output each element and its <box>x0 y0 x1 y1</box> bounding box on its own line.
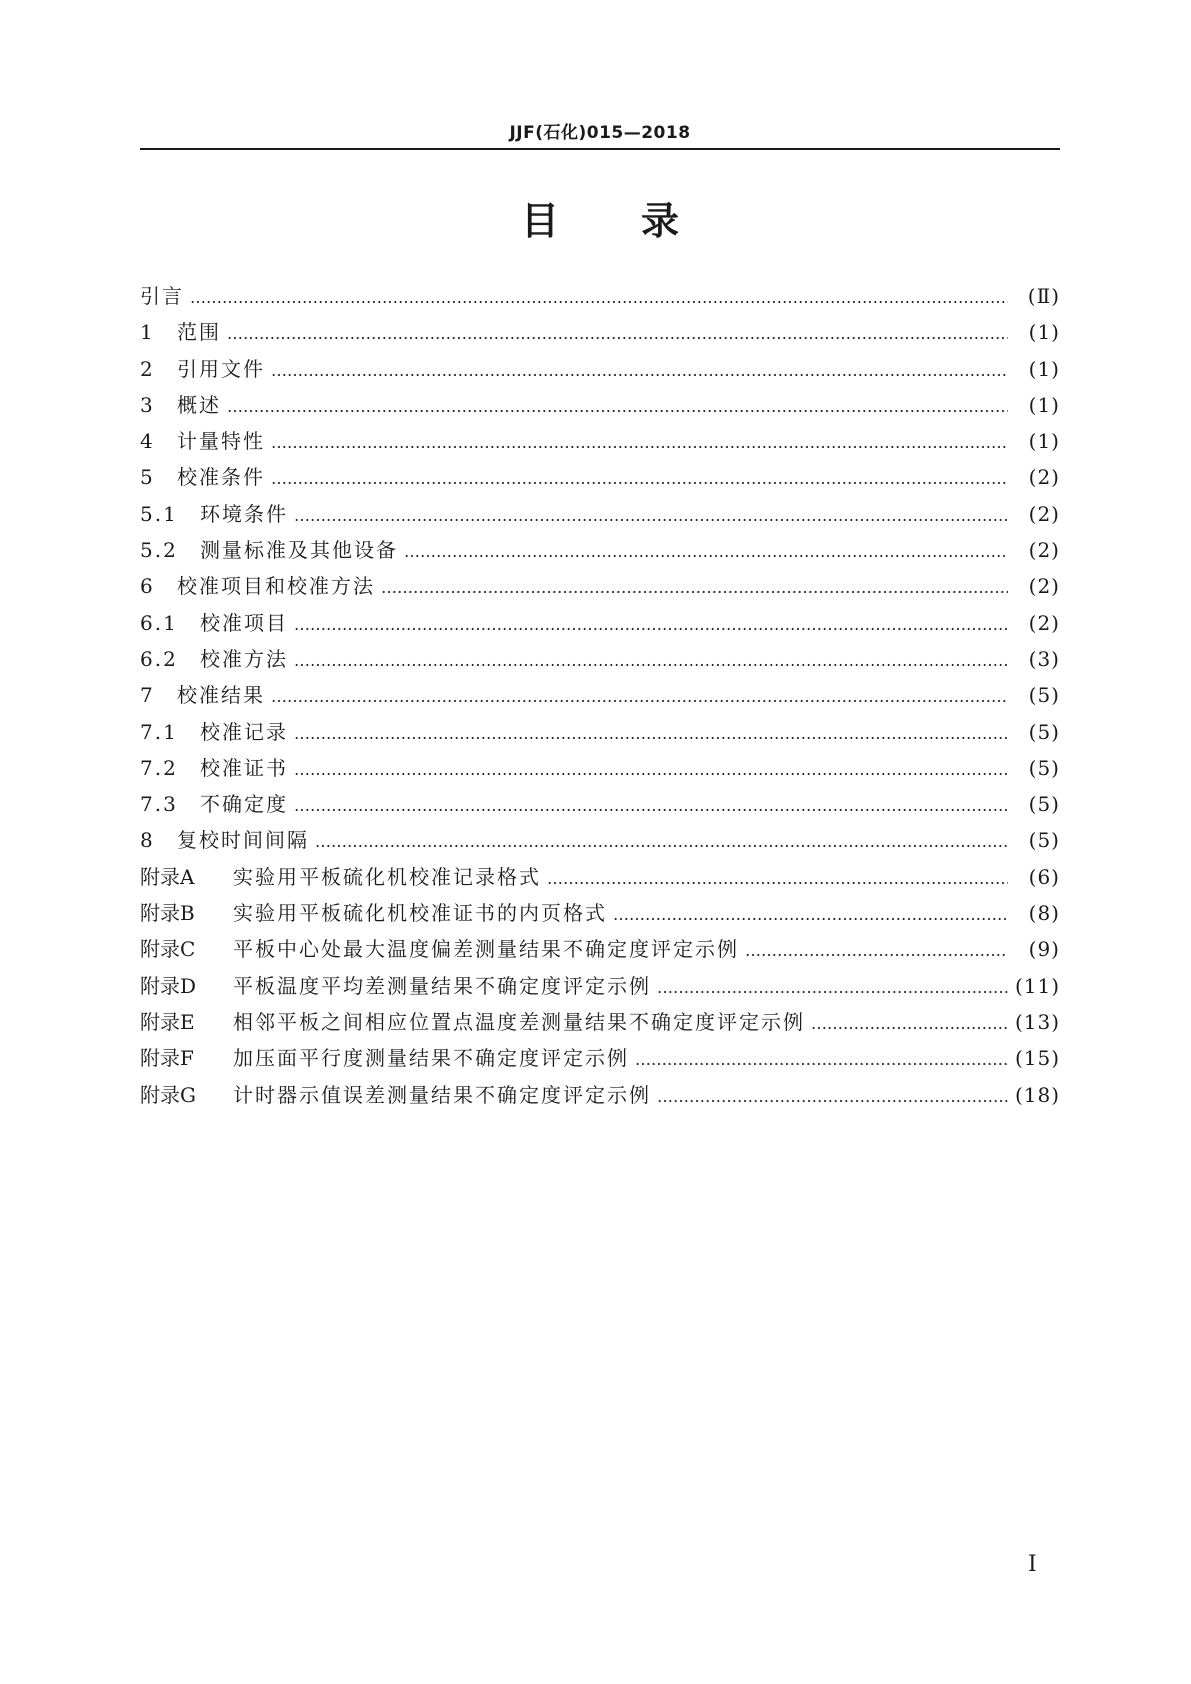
document-code-header: JJF(石化)015—2018 <box>509 123 691 143</box>
toc-entry-number: 6.1 <box>140 610 178 635</box>
header-rule <box>140 148 1060 150</box>
toc-entry[interactable] <box>140 895 1060 931</box>
toc-entry-page: (2) <box>1028 610 1060 635</box>
toc-entry[interactable] <box>140 859 1060 895</box>
toc-leader-dots <box>294 498 1008 532</box>
toc-entry-number: 5 <box>140 465 153 490</box>
toc-entry-number: 附录B <box>140 901 195 926</box>
toc-entry[interactable] <box>140 1004 1060 1040</box>
toc-entry-page: (15) <box>1014 1046 1060 1071</box>
toc-entry-page: (5) <box>1028 828 1060 853</box>
page-folio: Ⅰ <box>1028 1552 1037 1577</box>
toc-entry-page: (2) <box>1028 574 1060 599</box>
toc-entry-number: 1 <box>140 320 153 345</box>
toc-entry[interactable] <box>140 278 1060 314</box>
toc-entry-number: 附录A <box>140 864 195 889</box>
toc-entry-title: 实验用平板硫化机校准证书的内页格式 <box>233 901 607 926</box>
toc-entry-page: (5) <box>1028 755 1060 780</box>
toc-entry-page: (5) <box>1028 792 1060 817</box>
toc-entry[interactable] <box>140 931 1060 967</box>
toc-entry-number: 附录E <box>140 1009 195 1034</box>
toc-entry-page: (6) <box>1028 864 1060 889</box>
toc-leader-dots <box>613 897 1008 931</box>
toc-entry-title: 概述 <box>177 392 221 417</box>
toc-entry[interactable] <box>140 750 1060 786</box>
toc-leader-dots <box>657 1079 1008 1113</box>
toc-leader-dots <box>227 389 1008 423</box>
toc-entry-page: (9) <box>1028 937 1060 962</box>
toc-leader-dots <box>381 570 1008 604</box>
toc-entry-page: (1) <box>1028 356 1060 381</box>
toc-entry-title: 计时器示值误差测量结果不确定度评定示例 <box>233 1082 651 1107</box>
toc-entry-title: 校准结果 <box>177 683 265 708</box>
toc-entry-page: (2) <box>1028 538 1060 563</box>
toc-entry-number: 3 <box>140 392 153 417</box>
toc-entry[interactable] <box>140 714 1060 750</box>
toc-leader-dots <box>657 970 1008 1004</box>
toc-entry-page: (13) <box>1014 1009 1060 1034</box>
toc-entry-page: (Ⅱ) <box>1027 284 1060 308</box>
toc-leader-dots <box>271 425 1008 459</box>
toc-entry[interactable] <box>140 387 1060 423</box>
toc-entry-title: 范围 <box>177 320 221 345</box>
toc-entry[interactable] <box>140 641 1060 677</box>
toc-entry-title: 平板温度平均差测量结果不确定度评定示例 <box>233 973 651 998</box>
toc-entry-title: 环境条件 <box>200 501 288 526</box>
toc-entry[interactable] <box>140 496 1060 532</box>
toc-entry-title: 相邻平板之间相应位置点温度差测量结果不确定度评定示例 <box>233 1009 805 1034</box>
toc-entry-title: 引言 <box>140 284 184 308</box>
toc-entry-title: 测量标准及其他设备 <box>200 538 398 563</box>
toc-entry-number: 8 <box>140 828 153 853</box>
table-of-contents <box>140 278 1060 1113</box>
toc-entry[interactable] <box>140 786 1060 822</box>
toc-entry-page: (11) <box>1014 973 1060 998</box>
toc-leader-dots <box>271 679 1008 713</box>
toc-leader-dots <box>294 643 1008 677</box>
toc-entry-page: (1) <box>1028 392 1060 417</box>
toc-leader-dots <box>404 534 1008 568</box>
toc-entry-number: 2 <box>140 356 153 381</box>
toc-entry-number: 附录F <box>140 1046 194 1071</box>
toc-entry[interactable] <box>140 1040 1060 1076</box>
toc-entry[interactable] <box>140 605 1060 641</box>
toc-entry-page: (1) <box>1028 320 1060 345</box>
toc-entry-number: 附录C <box>140 937 196 962</box>
toc-entry-page: (8) <box>1028 901 1060 926</box>
toc-leader-dots <box>227 316 1008 350</box>
toc-leader-dots <box>294 716 1008 750</box>
toc-entry-page: (2) <box>1028 465 1060 490</box>
toc-entry-title: 校准方法 <box>200 646 288 671</box>
toc-entry[interactable] <box>140 532 1060 568</box>
toc-entry-number: 7.1 <box>140 719 178 744</box>
toc-entry-page: (1) <box>1028 429 1060 454</box>
toc-entry-title: 校准证书 <box>200 755 288 780</box>
toc-entry[interactable] <box>140 314 1060 350</box>
toc-entry-title: 加压面平行度测量结果不确定度评定示例 <box>233 1046 629 1071</box>
toc-entry-title: 复校时间间隔 <box>177 828 309 853</box>
toc-entry-page: (3) <box>1028 646 1060 671</box>
toc-entry-page: (5) <box>1028 719 1060 744</box>
toc-entry-number: 7.2 <box>140 755 178 780</box>
toc-entry-page: (2) <box>1028 501 1060 526</box>
toc-entry[interactable] <box>140 459 1060 495</box>
toc-entry-title: 校准条件 <box>177 465 265 490</box>
toc-leader-dots <box>190 280 1008 314</box>
toc-entry[interactable] <box>140 822 1060 858</box>
toc-entry-page: (5) <box>1028 683 1060 708</box>
toc-entry[interactable] <box>140 968 1060 1004</box>
toc-entry-title: 校准记录 <box>200 719 288 744</box>
toc-entry-title: 校准项目和校准方法 <box>177 574 375 599</box>
toc-entry[interactable] <box>140 423 1060 459</box>
toc-entry[interactable] <box>140 568 1060 604</box>
toc-leader-dots <box>811 1006 1008 1040</box>
toc-leader-dots <box>294 752 1008 786</box>
toc-entry-number: 4 <box>140 429 153 454</box>
toc-entry-title: 校准项目 <box>200 610 288 635</box>
toc-leader-dots <box>745 933 1008 967</box>
toc-entry-number: 5.2 <box>140 538 178 563</box>
toc-leader-dots <box>271 461 1008 495</box>
toc-entry-number: 7.3 <box>140 792 178 817</box>
toc-entry-title: 计量特性 <box>177 429 265 454</box>
toc-entry-number: 5.1 <box>140 501 178 526</box>
toc-entry-number: 7 <box>140 683 153 708</box>
toc-entry-title: 不确定度 <box>200 792 288 817</box>
toc-entry-title: 平板中心处最大温度偏差测量结果不确定度评定示例 <box>233 937 739 962</box>
toc-entry-title: 实验用平板硫化机校准记录格式 <box>233 864 541 889</box>
toc-entry-page: (18) <box>1014 1082 1060 1107</box>
toc-leader-dots <box>271 353 1008 387</box>
toc-entry[interactable] <box>140 351 1060 387</box>
toc-entry-number: 6 <box>140 574 153 599</box>
toc-leader-dots <box>294 788 1008 822</box>
toc-leader-dots <box>315 824 1008 858</box>
toc-entry-title: 引用文件 <box>177 356 265 381</box>
toc-leader-dots <box>635 1042 1008 1076</box>
toc-entry[interactable] <box>140 1077 1060 1113</box>
page-title: 目录 <box>520 199 761 243</box>
toc-entry-number: 6.2 <box>140 646 178 671</box>
toc-entry[interactable] <box>140 677 1060 713</box>
toc-entry-number: 附录D <box>140 973 197 998</box>
toc-entry-number: 附录G <box>140 1082 196 1107</box>
toc-leader-dots <box>547 861 1008 895</box>
toc-leader-dots <box>294 607 1008 641</box>
